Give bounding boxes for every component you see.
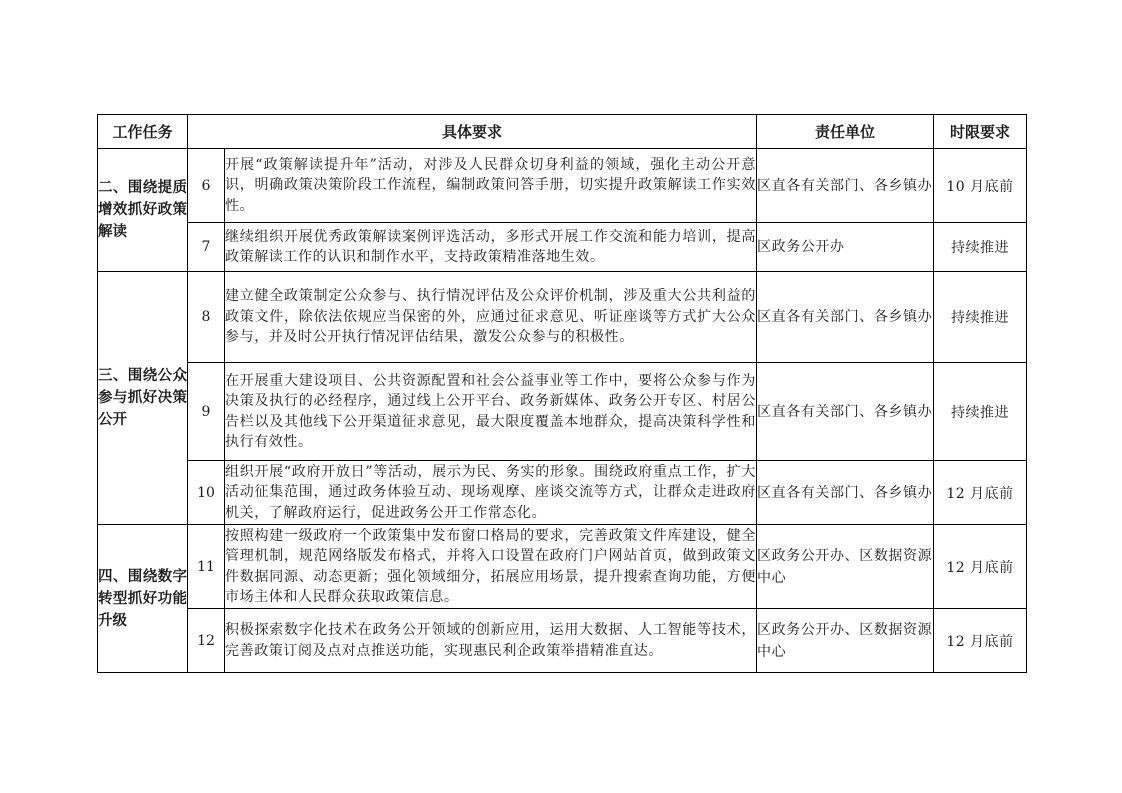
responsible-unit: 区政务公开办、区数据资源中心 — [757, 609, 934, 673]
requirement-text: 组织开展“政府开放日”等活动，展示为民、务实的形象。围绕政府重点工作，扩大活动征集范围，通过政务体验互动、现场观摩、座谈交流等方式，让群众走进政府机关，了解政府运行，促进政务公开工作常态化。 — [225, 461, 757, 525]
deadline: 10 月底前 — [934, 149, 1027, 223]
requirement-text: 建立健全政策制定公众参与、执行情况评估及公众评价机制，涉及重大公共利益的政策文件，除依法依规应当保密的外，应通过征求意见、听证座谈等方式扩大公众参与，并及时公开执行情况评估结果，激发公众参与的积极性。 — [225, 272, 757, 363]
header-deadline: 时限要求 — [934, 115, 1027, 149]
table-header-row — [98, 115, 1027, 149]
row-number: 6 — [188, 149, 225, 223]
table-row — [98, 272, 1027, 363]
deadline: 12 月底前 — [934, 461, 1027, 525]
row-number: 8 — [188, 272, 225, 363]
table-row — [98, 525, 1027, 609]
responsible-unit: 区政务公开办 — [757, 223, 934, 272]
responsible-unit: 区直各有关部门、各乡镇办 — [757, 272, 934, 363]
deadline: 持续推进 — [934, 272, 1027, 363]
requirement-text: 按照构建一级政府一个政策集中发布窗口格局的要求，完善政策文件库建设，健全管理机制，规范网络版发布格式，并将入口设置在政府门户网站首页，做到政策文件数据同源、动态更新；强化领域细分，拓展应用场景，提升搜索查询功能，方便市场主体和人民群众获取政策信息。 — [225, 525, 757, 609]
deadline: 12 月底前 — [934, 525, 1027, 609]
responsible-unit: 区直各有关部门、各乡镇办 — [757, 149, 934, 223]
deadline: 持续推进 — [934, 363, 1027, 461]
responsible-unit: 区政务公开办、区数据资源中心 — [757, 525, 934, 609]
table-row — [98, 223, 1027, 272]
responsible-unit: 区直各有关部门、各乡镇办 — [757, 461, 934, 525]
table-row — [98, 149, 1027, 223]
task-group-label: 三、围绕公众参与抓好决策公开 — [98, 272, 188, 525]
header-unit: 责任单位 — [757, 115, 934, 149]
deadline: 12 月底前 — [934, 609, 1027, 673]
table-row — [98, 461, 1027, 525]
requirement-text: 在开展重大建设项目、公共资源配置和社会公益事业等工作中，要将公众参与作为决策及执行的必经程序，通过线上公开平台、政务新媒体、政务公开专区、村居公告栏以及其他线下公开渠道征求意见，最大限度覆盖本地群众，提高决策科学性和执行有效性。 — [225, 363, 757, 461]
task-group-label: 二、围绕提质增效抓好政策解读 — [98, 149, 188, 272]
work-task-table — [97, 114, 1027, 673]
table-row — [98, 609, 1027, 673]
row-number: 10 — [188, 461, 225, 525]
task-group-label: 四、围绕数字转型抓好功能升级 — [98, 525, 188, 673]
table-row — [98, 363, 1027, 461]
header-task: 工作任务 — [98, 115, 188, 149]
row-number: 12 — [188, 609, 225, 673]
header-requirement: 具体要求 — [188, 115, 757, 149]
row-number: 7 — [188, 223, 225, 272]
requirement-text: 开展“政策解读提升年”活动，对涉及人民群众切身利益的领域，强化主动公开意识，明确政策决策阶段工作流程，编制政策问答手册，切实提升政策解读工作实效性。 — [225, 149, 757, 223]
requirement-text: 继续组织开展优秀政策解读案例评选活动，多形式开展工作交流和能力培训，提高政策解读工作的认识和制作水平，支持政策精准落地生效。 — [225, 223, 757, 272]
row-number: 9 — [188, 363, 225, 461]
row-number: 11 — [188, 525, 225, 609]
deadline: 持续推进 — [934, 223, 1027, 272]
requirement-text: 积极探索数字化技术在政务公开领域的创新应用，运用大数据、人工智能等技术，完善政策订阅及点对点推送功能，实现惠民利企政策举措精准直达。 — [225, 609, 757, 673]
responsible-unit: 区直各有关部门、各乡镇办 — [757, 363, 934, 461]
